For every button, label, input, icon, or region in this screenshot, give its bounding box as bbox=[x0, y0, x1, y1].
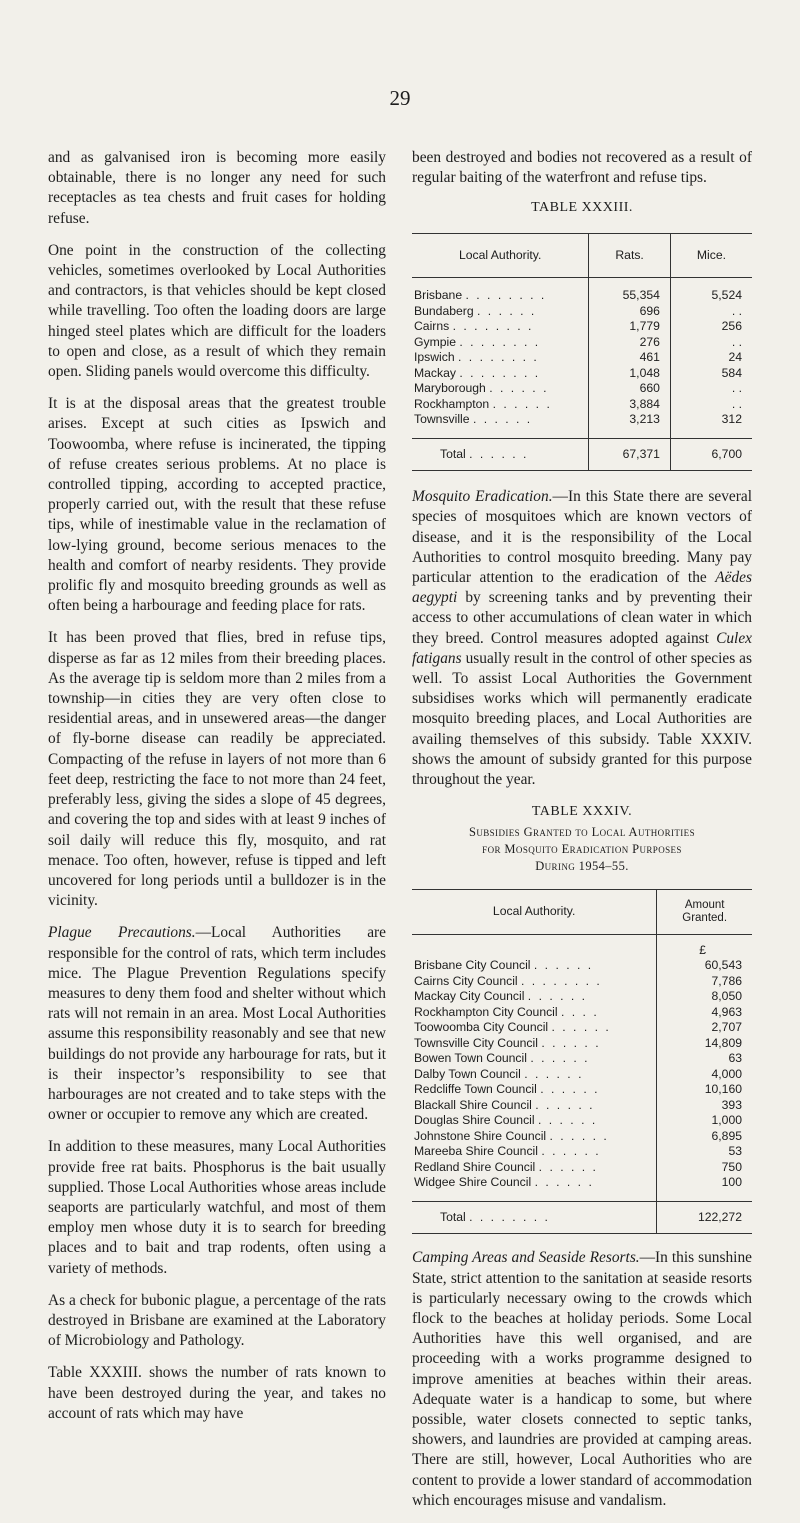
leader-dots: . . . . . . bbox=[535, 1097, 595, 1112]
table33-authority bbox=[412, 350, 589, 366]
table-row bbox=[412, 366, 752, 382]
table-row bbox=[412, 1020, 752, 1036]
leader-dots: . . . . . . . . bbox=[469, 1209, 550, 1224]
paragraph: One point in the construction of the collecting vehicles, sometimes overlooked by Local Authorities and contractors, is that vehicles should be kept closed while travelling. Too often the loading doors are large hinged steel plates which are difficult for the loaders to open and close, as a result of which they remain open. Sliding panels would overcome this difficulty. bbox=[48, 241, 386, 381]
authority-name: Toowoomba City Council bbox=[414, 1020, 549, 1035]
table33-rats: 696 bbox=[589, 304, 671, 320]
leader-dots: . . . . . . bbox=[492, 396, 552, 411]
table34-amount: 7,786 bbox=[657, 974, 752, 990]
total-label-text: Total bbox=[440, 1209, 466, 1224]
authority-name: Bundaberg bbox=[414, 303, 474, 318]
paragraph: In addition to these measures, many Local Authorities provide free rat baits. Phosphorus is the bait usually supplied. Those Local Authorities whose areas include seaports are particularly watchful, and most of them employ men whose duty it is to search for breeding places and to bait and trap rodents, often using a variety of methods. bbox=[48, 1138, 386, 1277]
camping-paragraph bbox=[412, 1248, 752, 1511]
authority-name: Redcliffe Town Council bbox=[414, 1082, 537, 1097]
table-row bbox=[412, 1129, 752, 1145]
table33-mice: 312 bbox=[670, 412, 752, 438]
mosquito-paragraph bbox=[412, 487, 752, 790]
leader-dots: . . . . . . bbox=[524, 1066, 584, 1081]
table-row bbox=[412, 304, 752, 320]
table34-total-label bbox=[412, 1201, 657, 1234]
table33-rats: 55,354 bbox=[589, 278, 671, 304]
table34-authority bbox=[412, 1082, 657, 1098]
table33-mice: . . bbox=[670, 335, 752, 351]
table-row bbox=[412, 1175, 752, 1201]
table34-authority bbox=[412, 1067, 657, 1083]
plague-paragraph bbox=[48, 923, 386, 1125]
paragraph: and as galvanised iron is becoming more easily obtainable, there is no longer any need for such receptacles as tea chests and fruit cases for holding refuse. bbox=[48, 149, 386, 227]
table33 bbox=[412, 233, 752, 472]
leader-dots: . . . . . . bbox=[541, 1144, 601, 1159]
mosquito-text: usually result in the control of other species as well. To assist Local Authorities the Government subsidises works which will permanently eradicate mosquito breeding places, and Local Authorities are availing themselves of this subsidy. Table XXXIV. shows the amount of subsidy granted for this purpose throughout the year. bbox=[412, 649, 752, 788]
table34-authority bbox=[412, 1036, 657, 1052]
table-row bbox=[412, 989, 752, 1005]
leader-dots: . . . . . . bbox=[533, 958, 594, 973]
table33-mice: . . bbox=[670, 397, 752, 413]
authority-name: Bowen Town Council bbox=[414, 1051, 527, 1066]
table34-amount: 8,050 bbox=[657, 989, 752, 1005]
left-column bbox=[48, 148, 386, 1436]
table34-amount: 100 bbox=[657, 1175, 752, 1201]
table34-authority bbox=[412, 1098, 657, 1114]
paragraph: As a check for bubonic plague, a percentage of the rats destroyed in Brisbane are examined at the Laboratory of Microbiology and Pathology. bbox=[48, 1291, 387, 1350]
leader-dots: . . . . . . . . bbox=[458, 350, 539, 365]
authority-name: Redland Shire Council bbox=[414, 1159, 536, 1174]
table34-subtitle bbox=[412, 824, 752, 875]
table33-authority bbox=[412, 278, 589, 304]
table34-subtitle-line: for Mosquito Eradication Purposes bbox=[482, 842, 682, 857]
table33-mice: . . bbox=[670, 304, 752, 320]
table34-total-row bbox=[412, 1201, 752, 1234]
authority-name: Brisbane City Council bbox=[414, 958, 531, 973]
table-row bbox=[412, 1036, 752, 1052]
table33-rats: 660 bbox=[589, 381, 671, 397]
aedes-term: Aëdes aegypti bbox=[412, 568, 752, 607]
table33-authority bbox=[412, 381, 589, 397]
table-row bbox=[412, 381, 752, 397]
authority-name: Mackay bbox=[414, 365, 456, 380]
authority-name: Maryborough bbox=[414, 381, 486, 396]
authority-name: Cairns City Council bbox=[414, 973, 518, 988]
leader-dots: . . . . bbox=[561, 1004, 599, 1019]
table33-rats: 276 bbox=[589, 335, 671, 351]
leader-dots: . . . . . . bbox=[541, 1035, 601, 1050]
authority-name: Townsville bbox=[414, 412, 470, 427]
culex-term: Culex fatigans bbox=[412, 629, 752, 667]
table33-rats: 3,884 bbox=[589, 397, 671, 413]
table34-amount: 53 bbox=[657, 1144, 752, 1160]
table33-total-label bbox=[412, 438, 589, 471]
table34-header-amount: Amount Granted. bbox=[657, 890, 752, 935]
table33-mice: 24 bbox=[670, 350, 752, 366]
table34-authority bbox=[412, 1051, 657, 1067]
table-row bbox=[412, 319, 752, 335]
authority-name: Johnstone Shire Council bbox=[414, 1128, 547, 1143]
table33-authority bbox=[412, 335, 589, 351]
table33-authority bbox=[412, 366, 589, 382]
leader-dots: . . . . . . bbox=[538, 1159, 598, 1174]
table33-mice: 584 bbox=[670, 366, 752, 382]
leader-dots: . . . . . . bbox=[489, 381, 549, 396]
table34-title: TABLE XXXIV. bbox=[531, 804, 633, 820]
authority-name: Rockhampton bbox=[414, 396, 490, 411]
table33-mice: 5,524 bbox=[670, 278, 752, 304]
table-row bbox=[412, 1098, 752, 1114]
table33-rats: 1,048 bbox=[589, 366, 671, 382]
table-row bbox=[412, 412, 752, 438]
table34-amount: 2,707 bbox=[657, 1020, 752, 1036]
table34-total-amount: 122,272 bbox=[657, 1201, 752, 1234]
table34-amount: 1,000 bbox=[657, 1113, 752, 1129]
table34-header-authority: Local Authority. bbox=[412, 890, 657, 935]
table34-authority bbox=[412, 1113, 657, 1129]
plague-body: —Local Authorities are responsible for the control of rats, which term includes mice. The Plague Prevention Regulations specify measures to deny them food and shelter without which rats will not remain in an area. Most Local Authorities assume this responsibility reasonably and see that new buildings do not provide any harbourage for rats, but it is their inspector’s responsibility to see that harbourages are not created and to take steps with the owner or occupier to remove any which are created. bbox=[48, 924, 386, 1124]
table33-mice: 256 bbox=[670, 319, 752, 335]
table34-amount: 750 bbox=[657, 1160, 752, 1176]
table33-authority bbox=[412, 304, 589, 320]
table33-rats: 461 bbox=[589, 350, 671, 366]
mosquito-text: by screening tanks and by preventing their access to other accumulations of clean water in which they breed. Control measures adopted against bbox=[412, 589, 752, 647]
table-row bbox=[412, 350, 752, 366]
table34-amount: 6,895 bbox=[657, 1129, 752, 1145]
table-row bbox=[412, 1113, 752, 1129]
table34-authority bbox=[412, 974, 657, 990]
leader-dots: . . . . . . . . bbox=[521, 973, 602, 988]
table34-authority bbox=[412, 1020, 657, 1036]
plague-heading: Plague Precautions. bbox=[48, 924, 196, 942]
authority-name: Mackay City Council bbox=[414, 989, 525, 1004]
table34-authority bbox=[412, 1175, 657, 1201]
table34-subtitle-line: Subsidies Granted to Local Authorities bbox=[469, 825, 695, 840]
authority-name: Mareeba Shire Council bbox=[414, 1144, 538, 1159]
table-row bbox=[412, 974, 752, 990]
table33-mice: . . bbox=[670, 381, 752, 397]
table-row bbox=[412, 397, 752, 413]
paragraph: been destroyed and bodies not recovered as a result of regular baiting of the waterfront and refuse tips. bbox=[412, 149, 752, 187]
table34-amount: 4,963 bbox=[657, 1005, 752, 1021]
table34-authority bbox=[412, 1129, 657, 1145]
leader-dots: . . . . . . bbox=[530, 1051, 590, 1066]
camping-heading: Camping Areas and Seaside Resorts. bbox=[412, 1249, 640, 1267]
table33-authority bbox=[412, 397, 589, 413]
table33-authority bbox=[412, 319, 589, 335]
table33-authority bbox=[412, 412, 589, 438]
table34-amount: 14,809 bbox=[657, 1036, 752, 1052]
table34-amount: 63 bbox=[657, 1051, 752, 1067]
table33-title: TABLE XXXIII. bbox=[531, 200, 633, 216]
leader-dots: . . . . . . bbox=[534, 1175, 594, 1190]
table34-amount: 393 bbox=[657, 1098, 752, 1114]
table-row bbox=[412, 958, 752, 974]
mosquito-heading: Mosquito Eradication. bbox=[412, 488, 553, 506]
leader-dots: . . . . . . bbox=[549, 1128, 609, 1143]
leader-dots: . . . . . . bbox=[472, 412, 533, 427]
leader-dots: . . . . . . . . bbox=[459, 334, 541, 349]
authority-name: Townsville City Council bbox=[414, 1035, 538, 1050]
leader-dots: . . . . . . bbox=[527, 989, 588, 1004]
table34-amount: 60,543 bbox=[657, 958, 752, 974]
authority-name: Dalby Town Council bbox=[414, 1066, 521, 1081]
leader-dots: . . . . . . bbox=[540, 1082, 600, 1097]
leader-dots: . . . . . . . . bbox=[465, 288, 547, 303]
table34-authority bbox=[412, 1144, 657, 1160]
authority-name: Ipswich bbox=[414, 350, 455, 365]
leader-dots: . . . . . . bbox=[469, 446, 529, 461]
table-row bbox=[412, 1160, 752, 1176]
table34-subtitle-line: During 1954–55. bbox=[535, 859, 629, 874]
table34-authority bbox=[412, 1005, 657, 1021]
authority-name: Widgee Shire Council bbox=[414, 1175, 532, 1190]
total-label-text: Total bbox=[440, 446, 466, 461]
paragraph: It has been proved that flies, bred in refuse tips, disperse as far as 12 miles from their breeding places. As the average tip is seldom more than 2 miles from a township—in cities they are very often close to residential areas, and in unsewered areas—the danger of fly-borne disease can readily be appreciated. Compacting of the refuse in layers of not more than 6 feet deep, restricting the face to not more than 24 feet, preferably less, giving the sides a slope of 45 degrees, and covering the top and sides with at least 9 inches of soil daily will reduce this fly, mosquito, and rat menace. Too often, however, refuse is tipped and left uncovered for long periods until a bulldozer is in the vicinity. bbox=[48, 629, 386, 910]
table-row bbox=[412, 1144, 752, 1160]
mosquito-text: —In this State there are several species of mosquitoes which are known vectors of disease, and it is the responsibility of the Local Authorities to control mosquito breeding. Many pay particular attention to the eradication of the bbox=[412, 488, 752, 586]
leader-dots: . . . . . . . . bbox=[452, 319, 534, 334]
camping-body: —In this sunshine State, strict attention to the sanitation at seaside resorts is particularly necessary owing to the crowds which flock to the beaches at holiday periods. Some Local Authorities have this well organised, and are proceeding with a works programme designed to improve amenities at beaches within their areas. Adequate water is a handicap to some, but where possible, water closets connected to septic tanks, showers, and laundries are provided at camping areas. There are still, however, Local Authorities who are content to provide a lower standard of accommodation which encourages misuse and vandalism. bbox=[412, 1249, 752, 1509]
table33-header-authority: Local Authority. bbox=[412, 233, 589, 278]
table-row bbox=[412, 335, 752, 351]
table-row bbox=[412, 278, 752, 304]
table33-header-rats: Rats. bbox=[589, 233, 671, 278]
table34-unit: £ bbox=[657, 934, 752, 958]
leader-dots: . . . . . . . . bbox=[459, 365, 541, 380]
table33-total-row bbox=[412, 438, 752, 471]
authority-name: Blackall Shire Council bbox=[414, 1097, 532, 1112]
table34-authority bbox=[412, 989, 657, 1005]
authority-name: Brisbane bbox=[414, 288, 463, 303]
paragraph: Table XXXIII. shows the number of rats known to have been destroyed during the year, and takes no account of rats which may have bbox=[48, 1364, 386, 1422]
authority-name: Gympie bbox=[414, 334, 456, 349]
table33-rats: 3,213 bbox=[589, 412, 671, 438]
table33-total-rats: 67,371 bbox=[589, 438, 671, 471]
table33-header-mice: Mice. bbox=[670, 233, 752, 278]
leader-dots: . . . . . . bbox=[537, 1113, 598, 1128]
table34-amount: 4,000 bbox=[657, 1067, 752, 1083]
right-column bbox=[412, 148, 752, 1523]
table-row bbox=[412, 1005, 752, 1021]
authority-name: Cairns bbox=[414, 319, 450, 334]
table-row bbox=[412, 1082, 752, 1098]
page-number: 29 bbox=[389, 86, 411, 110]
authority-name: Douglas Shire Council bbox=[414, 1113, 535, 1128]
leader-dots: . . . . . . bbox=[477, 303, 537, 318]
table-row bbox=[412, 1067, 752, 1083]
table33-rats: 1,779 bbox=[589, 319, 671, 335]
table-row bbox=[412, 1051, 752, 1067]
table34 bbox=[412, 889, 752, 1234]
authority-name: Rockhampton City Council bbox=[414, 1004, 558, 1019]
table34-authority bbox=[412, 1160, 657, 1176]
table33-total-mice: 6,700 bbox=[670, 438, 752, 471]
table34-authority bbox=[412, 958, 657, 974]
table34-amount: 10,160 bbox=[657, 1082, 752, 1098]
paragraph: It is at the disposal areas that the greatest trouble arises. Except at such cities as Ipswich and Toowoomba, where refuse is incinerated, the tipping of refuse creates serious problems. At no place is controlled tipping, according to accepted practice, properly carried out, with the result that these refuse tips, while of inestimable value in the reclamation of low-lying ground, become serious menaces to the health and comfort of nearby residents. They provide prolific fly and mosquito breeding grounds as well as often being a harbourage and feeding place for rats. bbox=[48, 395, 386, 615]
leader-dots: . . . . . . bbox=[551, 1020, 611, 1035]
